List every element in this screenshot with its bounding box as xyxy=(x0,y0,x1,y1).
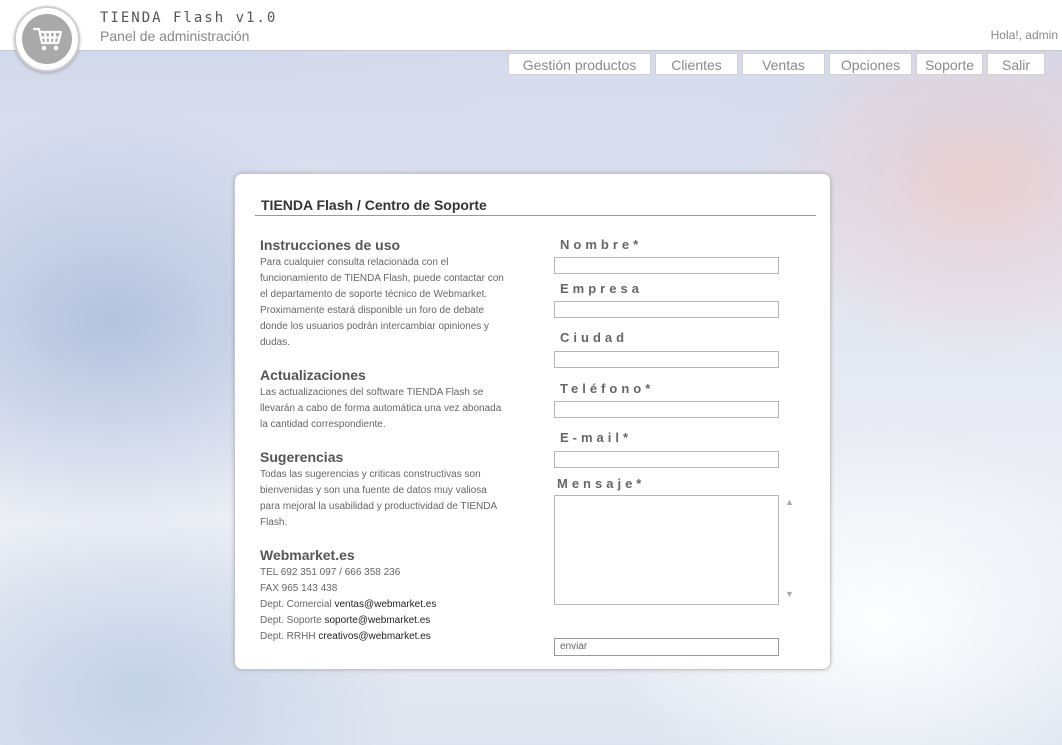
top-header xyxy=(0,0,1062,51)
ciudad-label: Ciudad xyxy=(560,330,629,345)
mensaje-label: Mensaje* xyxy=(557,476,646,491)
main-nav xyxy=(508,53,1049,75)
dept-label: Dept. RRHH xyxy=(260,631,316,642)
scroll-down-icon[interactable]: ▼ xyxy=(785,589,794,599)
nav-clientes[interactable]: Clientes xyxy=(655,53,738,75)
mensaje-textarea[interactable] xyxy=(554,495,779,605)
scroll-up-icon[interactable]: ▲ xyxy=(785,497,794,507)
section-heading: Instrucciones de uso xyxy=(260,237,401,253)
phone-line: TEL 692 351 097 / 666 358 236 xyxy=(260,567,401,578)
contact-soporte xyxy=(260,613,505,629)
section-contact xyxy=(260,547,505,645)
empresa-field[interactable] xyxy=(554,301,779,318)
section-heading: Actualizaciones xyxy=(260,367,366,383)
company-heading: Webmarket.es xyxy=(260,547,355,563)
app-subtitle: Panel de administración xyxy=(100,28,250,44)
fax-line: FAX 965 143 438 xyxy=(260,583,338,594)
section-actualizaciones xyxy=(260,367,505,433)
email-link-comercial[interactable]: ventas@webmarket.es xyxy=(334,599,437,610)
section-heading: Sugerencias xyxy=(260,449,344,465)
telefono-field[interactable] xyxy=(554,401,779,418)
app-title: TIENDA Flash v1.0 xyxy=(100,10,278,26)
nav-ventas[interactable]: Ventas xyxy=(742,53,825,75)
nav-gestion-productos[interactable]: Gestión productos xyxy=(508,53,651,75)
enviar-button[interactable]: enviar xyxy=(554,638,779,656)
ciudad-field[interactable] xyxy=(554,351,779,368)
dept-label: Dept. Comercial xyxy=(260,599,332,610)
section-text: Para cualquier consulta relacionada con el funcionamiento de TIENDA Flash, puede contactar con el departamento de soporte técnico de Webmarket. Proximamente estará disponible un foro de debate donde los usuarios podrán intercambiar opiniones y dudas. xyxy=(260,257,504,348)
telefono-label: Teléfono* xyxy=(560,381,655,396)
panel-title: TIENDA Flash / Centro de Soporte xyxy=(261,197,487,213)
nombre-field[interactable] xyxy=(554,257,779,274)
user-greeting: Hola!, admin xyxy=(990,28,1058,42)
email-link-rrhh[interactable]: creativos@webmarket.es xyxy=(318,631,431,642)
email-link-soporte[interactable]: soporte@webmarket.es xyxy=(324,615,431,626)
title-divider xyxy=(255,215,816,216)
email-field[interactable] xyxy=(554,451,779,468)
section-text: Todas las sugerencias y criticas constructivas son bienvenidas y son una fuente de datos muy valiosa para mejoral la usabilidad y productividad de TIENDA Flash. xyxy=(260,469,497,528)
nav-salir[interactable]: Salir xyxy=(987,53,1045,75)
shopping-cart-icon xyxy=(33,26,63,52)
support-panel xyxy=(234,173,831,670)
info-column xyxy=(260,237,505,661)
contact-comercial xyxy=(260,597,505,613)
logo xyxy=(14,6,80,72)
dept-label: Dept. Soporte xyxy=(260,615,322,626)
nombre-label: Nombre* xyxy=(560,237,643,252)
section-text: Las actualizaciones del software TIENDA Flash se llevarán a cabo de forma automática una vez abonada la cantidad correspondiente. xyxy=(260,387,502,430)
empresa-label: Empresa xyxy=(560,281,643,296)
contact-rrhh xyxy=(260,629,505,645)
nav-soporte[interactable]: Soporte xyxy=(916,53,983,75)
email-label: E-mail* xyxy=(560,430,633,445)
nav-opciones[interactable]: Opciones xyxy=(829,53,912,75)
logo-badge xyxy=(22,14,72,64)
section-instrucciones xyxy=(260,237,505,351)
section-sugerencias xyxy=(260,449,505,531)
